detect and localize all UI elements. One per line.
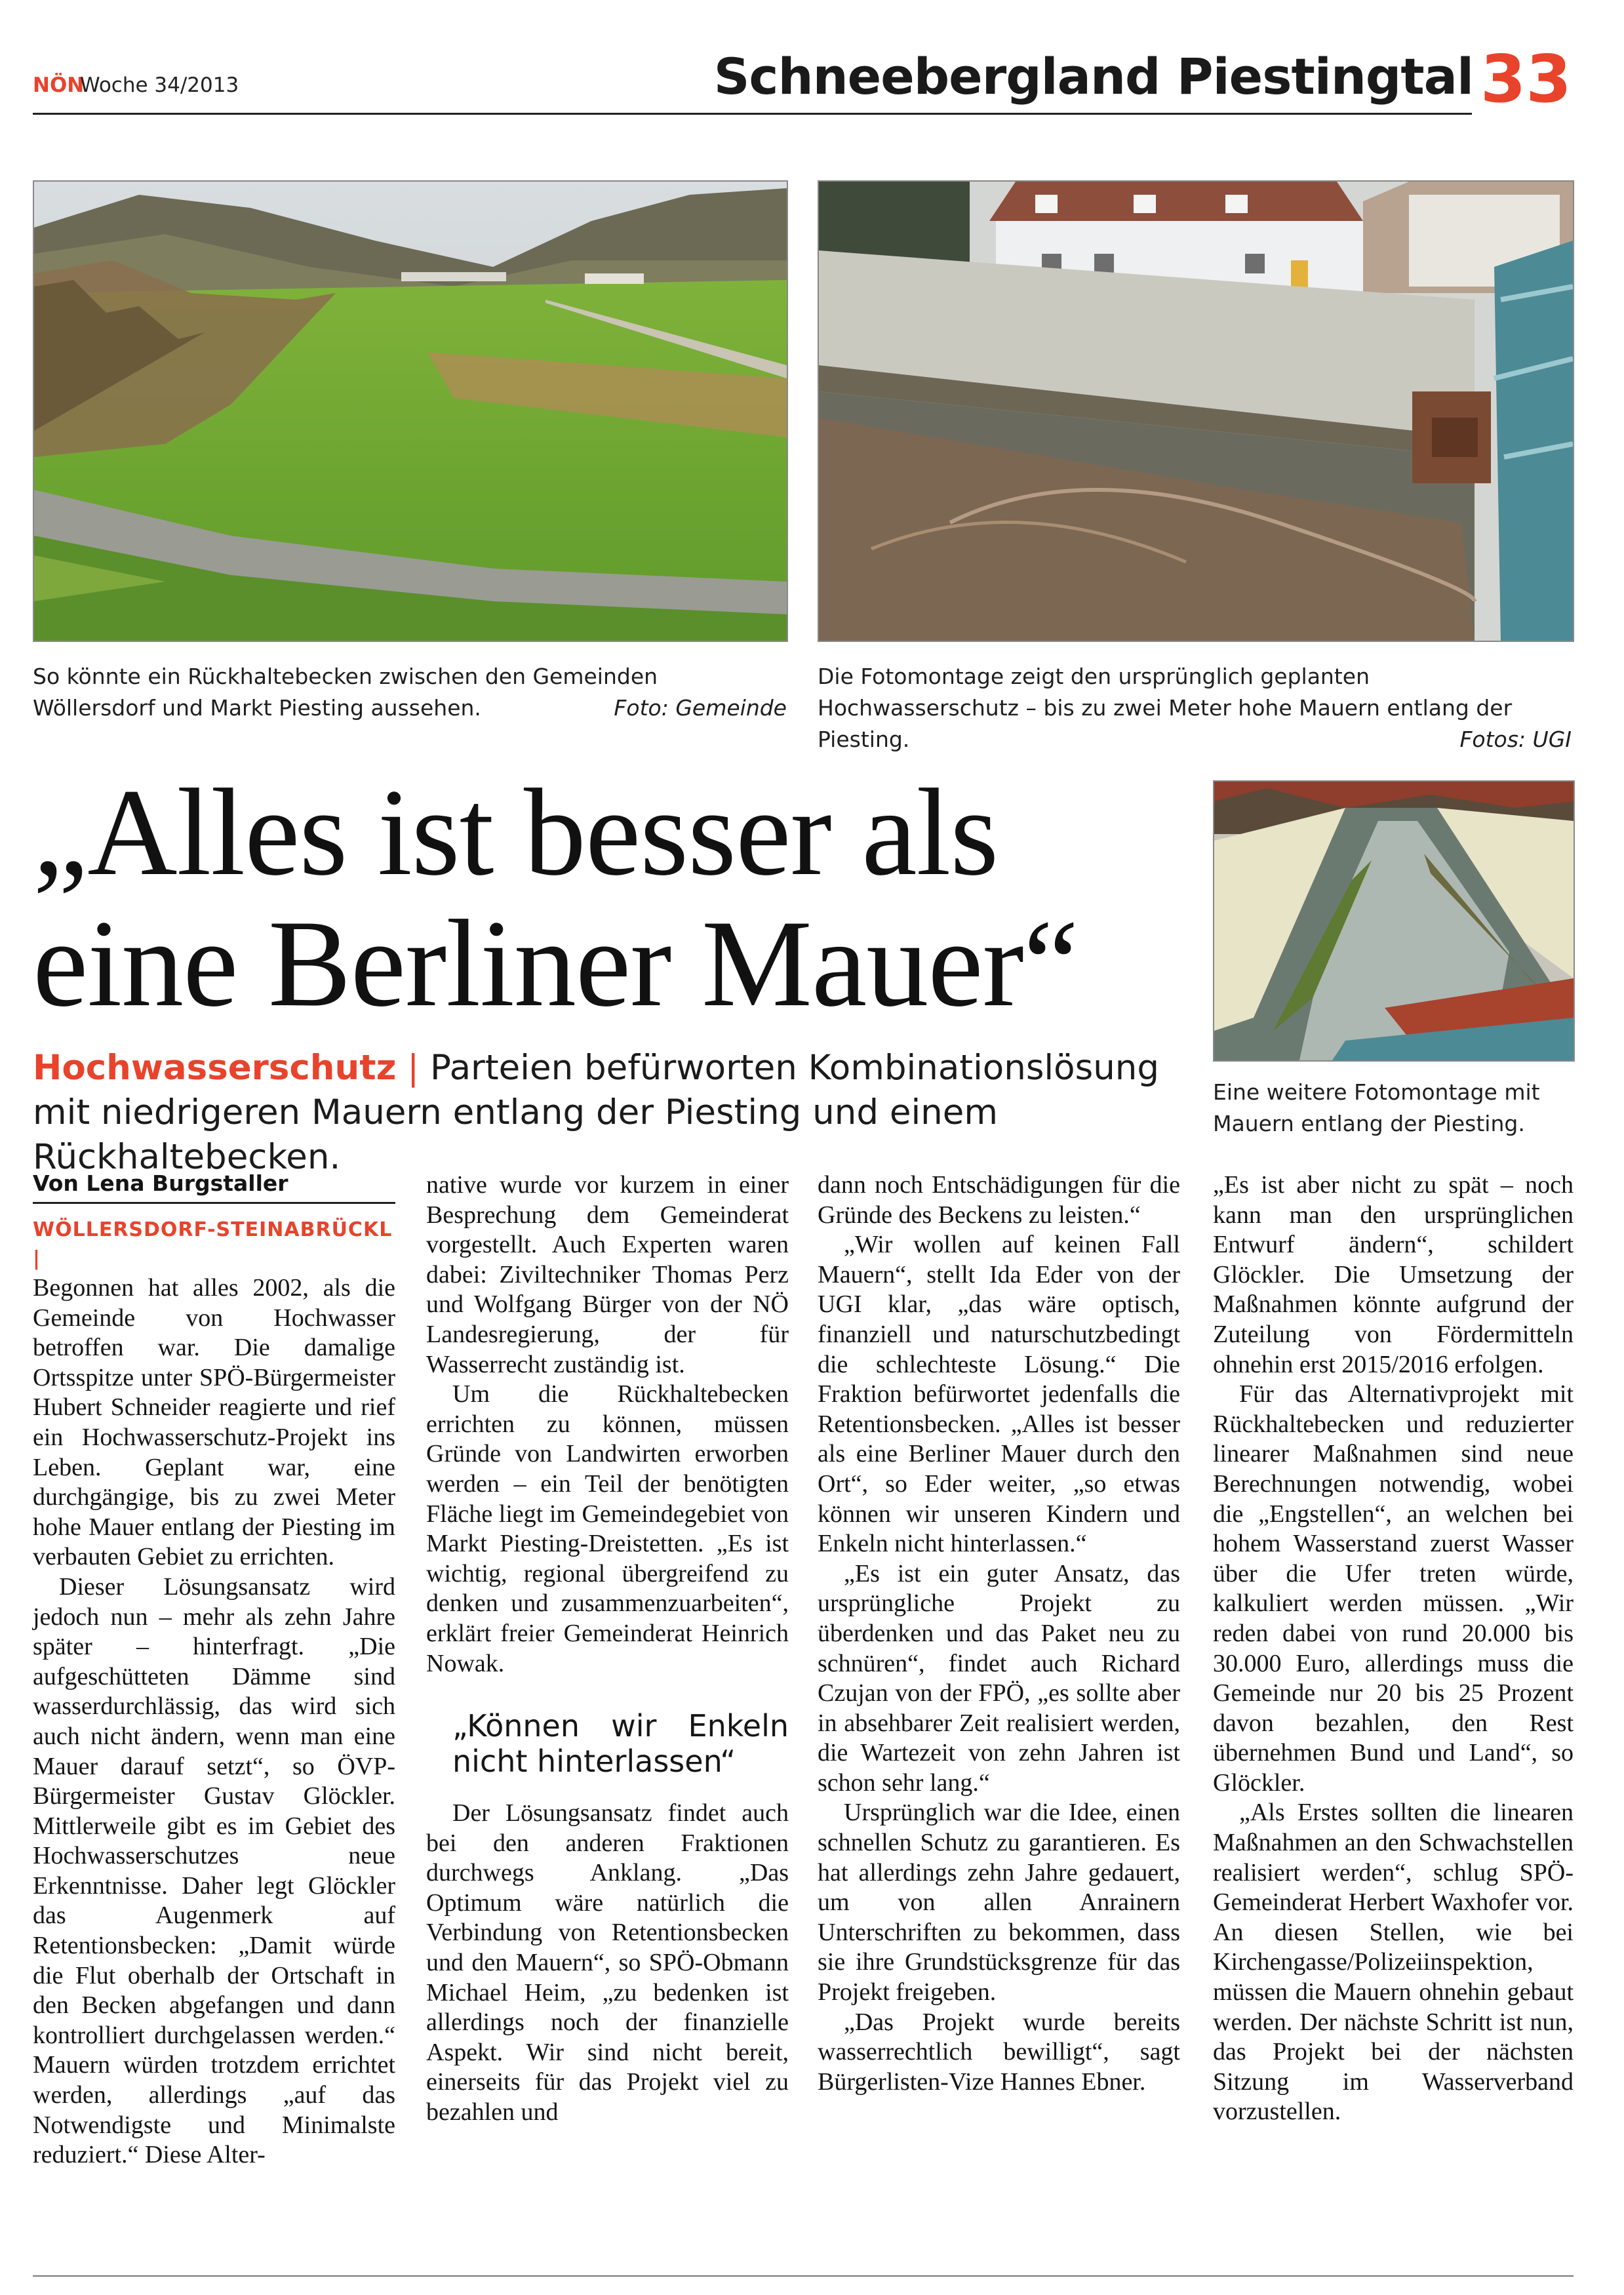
paragraph: „Es ist aber nicht zu spät – noch kann man den ursprünglichen Entwurf ändern“, schildert Glöckler. Die Umsetzung der Maßnahmen könnte aufgrund der Zuteilung von Fördermitteln ohnehin erst 2015/2016 erfolgen. [1213,1171,1574,1378]
photo1-caption [33,661,787,724]
byline: Von Lena Burgstaller [33,1170,395,1204]
paragraph: dann noch Entschädigungen für die Gründe des Beckens zu leisten.“ [818,1171,1180,1229]
photo1-credit: Foto: Gemeinde [614,695,787,721]
publication-logo: NÖN [33,73,85,97]
retention-basin-photo [33,180,788,642]
paragraph: Der Lösungsansatz findet auch bei den anderen Fraktionen durchwegs Anklang. „Das Optimum wäre natürlich die Verbindung von Retentionsbecken und den Mauern“, so SPÖ-Obmann Michael Heim, „zu bedenken ist allerdings noch der finanzielle Aspekt. Wir sind nicht bereit, einerseits für das Projekt viel zu bezahlen und [426,1799,789,2126]
article-column-4 [1213,1170,1574,2127]
photo2-credit: Fotos: UGI [1459,727,1572,752]
paragraph: „Als Erstes sollten die linearen Maßnahmen an den Schwachstellen realisiert werden“, schlug SPÖ-Gemeinderat Herbert Waxhofer vor. An diesen Stellen, wie bei Kirchengasse/Polizeiinspektion, müssen die Mauern ohnehin gebaut werden. Der nächste Schritt ist nun, das Projekt bei der nächsten Sitzung im Wasserverband vorzustellen. [1213,1799,1574,2126]
kicker-separator: | [396,1048,430,1088]
paragraph: Begonnen hat alles 2002, als die Gemeinde von Hochwasser betroffen war. Die damalige Ortsspitze unter SPÖ-Bürgermeister Hubert Schneider reagierte und rief ein Hochwasserschutz-Projekt ins Leben. Geplant war, eine durchgängige, bis zu zwei Meter hohe Mauer entlang der Piesting im verbauten Gebiet zu errichten. [33,1274,395,1571]
paragraph: native wurde vor kurzem in einer Besprechung dem Gemeinderat vorgestellt. Auch Experten waren dabei: Ziviltechniker Thomas Perz und Wolfgang Bürger von der NÖ Landesregierung, der für Wasserrecht zuständig ist. [426,1171,789,1378]
paragraph: Um die Rückhaltebecken errichten zu können, müssen Gründe von Landwirten erworben werden – ein Teil der benötigten Fläche liegt im Gemeindegebiet von Markt Piesting-Dreistetten. „Es ist wichtig, regional übergreifend zu denken und zusammenzuarbeiten“, erklärt freier Gemeinderat Heinrich Nowak. [426,1380,789,1677]
paragraph: Dieser Lösungsansatz wird jedoch nun – mehr als zehn Jahre später – hinterfragt. „Die aufgeschütteten Dämme sind wasserdurchlässig, das wird sich auch nicht ändern, wenn man eine Mauer darauf setzt“, so ÖVP-Bürgermeister Gustav Glöckler. Mittlerweile gibt es im Gebiet des Hochwasserschutzes neue Erkenntnisse. Daher legt Glöckler das Augenmerk auf Retentionsbecken: „Damit würde die Flut oberhalb der Ortschaft in den Becken abgefangen und dann kontrolliert durchgelassen werden.“ Mauern würden trotzdem errichtet werden, allerdings „auf das Notwendigste und Minimalste reduziert.“ Diese Alter- [33,1572,395,2169]
article-column-1 [33,1170,395,2170]
dateline: WÖLLERSDORF-STEINABRÜCKL | [33,1218,393,1270]
article-headline: „Alles ist besser als eine Berliner Mauer“ [33,764,1079,1033]
photo2-caption-text: Die Fotomontage zeigt den ursprünglich geplanten Hochwasserschutz – bis zu zwei Meter hohe Mauern entlang der Piesting. [818,664,1513,752]
footer-divider [33,2275,1574,2277]
paragraph: „Es ist ein guter Ansatz, das ursprüngliche Projekt zu überdenken und das Paket neu zu schnüren“, findet auch Richard Czujan von der FPÖ, „es sollte aber in absehbarer Zeit realisiert werden, die Wartezeit von zehn Jahren ist schon sehr lang.“ [818,1559,1180,1797]
issue-label: Woche 34/2013 [80,73,239,97]
paragraph: „Das Projekt wurde bereits wasserrechtlich bewilligt“, sagt Bürgerlisten-Vize Hannes Ebner. [818,2008,1180,2096]
kicker-keyword: Hochwasserschutz [33,1048,397,1088]
paragraph: Für das Alternativprojekt mit Rückhaltebecken und reduzierter linearer Maßnahmen sind neue Berechnungen notwendig, wobei die „Engstellen“, an welchen bei hohem Wasserstand zuerst Wasser über die Ufer treten würde, kalkuliert werden müssen. „Wir reden dabei von rund 20.000 bis 30.000 Euro, allerdings muss die Gemeinde nur 20 bis 25 Prozent davon bezahlen, den Rest übernehmen Bund und Land“, so Glöckler. [1213,1380,1574,1797]
header-divider [33,113,1472,115]
article-subhead: „Können wir Enkeln nicht hinterlassen“ [452,1708,789,1780]
article-kicker [33,1046,1206,1180]
kicker-text: Parteien befürworten Kombinationslösung mit niedrigeren Mauern entlang der Piesting und einem Rückhaltebecken. [33,1048,1160,1177]
page-number: 33 [1480,41,1572,117]
photo2-caption [818,661,1572,755]
wall-montage-photo [818,180,1574,642]
photo3-caption: Eine weitere Fotomontage mit Mauern entlang der Piesting. [1213,1079,1540,1136]
section-title: Schneebergland Piestingtal [713,47,1473,106]
article-column-2 [426,1170,789,2128]
paragraph: „Wir wollen auf keinen Fall Mauern“, stellt Ida Eder von der UGI klar, „das wäre optisch, finanziell und naturschutzbedingt die schlechteste Lösung.“ Die Fraktion befürwortet jedenfalls die Retentionsbecken. „Alles ist besser als eine Berliner Mauer durch den Ort“, so Eder weiter, „so etwas können wir unseren Kindern und Enkeln nicht hinterlassen.“ [818,1231,1180,1558]
photo1-caption-text: So könnte ein Rückhaltebecken zwischen den Gemeinden Wöllersdorf und Markt Piesting aussehen. [33,664,658,721]
river-channel-photo [1213,780,1575,1062]
paragraph: Ursprünglich war die Idee, einen schnellen Schutz zu garantieren. Es hat allerdings zehn Jahre gedauert, um von allen Anrainern Unterschriften zu bekommen, dass sie ihre Grundstücksgrenze für das Projekt freigeben. [818,1799,1180,2006]
article-column-3 [818,1170,1180,2097]
